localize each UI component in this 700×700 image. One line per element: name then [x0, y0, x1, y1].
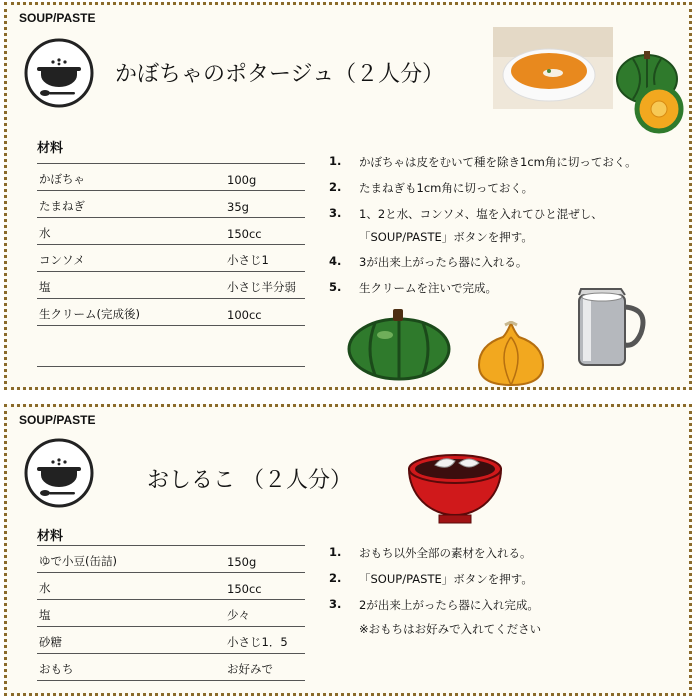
recipe-card-pumpkin-potage: [4, 2, 692, 390]
ingredient-amount: 小さじ半分弱: [227, 280, 296, 294]
ingredient-name: たまねぎ: [39, 199, 85, 213]
ingredient-amount: お好みで: [227, 662, 273, 676]
step-text: 「SOUP/PASTE」ボタンを押す。: [359, 230, 533, 244]
ingredient-row: [37, 245, 305, 272]
step-number: 2.: [329, 571, 342, 585]
ingredient-row: [37, 272, 305, 299]
ingredient-name: ゆで小豆(缶詰): [39, 554, 117, 568]
ingredient-name: 塩: [39, 608, 51, 622]
pumpkin-illustration: [607, 47, 693, 139]
category-tag: SOUP/PASTE: [19, 11, 96, 25]
ingredient-name: かぼちゃ: [39, 172, 85, 186]
pumpkin-illustration: [345, 305, 453, 383]
step-text: 生クリームを注いで完成。: [359, 281, 497, 295]
onion-illustration: [475, 321, 547, 387]
recipe-card-oshiruko: [4, 404, 692, 696]
ingredient-amount: 35g: [227, 200, 249, 214]
step-text: 3が出来上がったら器に入れる。: [359, 255, 528, 269]
ingredient-name: 塩: [39, 280, 51, 294]
ingredient-amount: 150g: [227, 555, 257, 569]
note-text: ※おもちはお好みで入れてください: [359, 622, 542, 636]
step-text: かぼちゃは皮をむいて種を除き1cm角に切っておく。: [359, 155, 637, 169]
step-number: 1.: [329, 154, 342, 168]
ingredient-row: [37, 191, 305, 218]
ingredient-amount: 少々: [227, 608, 250, 622]
step-text: 2が出来上がったら器に入れ完成。: [359, 598, 539, 612]
step-number: 3.: [329, 206, 342, 220]
recipe-title: かぼちゃのポタージュ（２人分）: [115, 62, 445, 87]
soup-pot-icon: [23, 437, 95, 509]
ingredients-heading: 材料: [37, 141, 64, 156]
step-number: 2.: [329, 180, 342, 194]
ingredient-row: [37, 573, 305, 600]
ingredient-row: [37, 627, 305, 654]
step-number: 3.: [329, 597, 342, 611]
cream-jug-illustration: [569, 285, 655, 371]
ingredient-row: [37, 299, 305, 326]
ingredient-amount: 150cc: [227, 227, 262, 241]
ingredient-amount: 100g: [227, 173, 257, 187]
ingredient-row: [37, 600, 305, 627]
ingredient-name: 水: [39, 226, 51, 240]
ingredient-amount: 小さじ1．5: [227, 635, 288, 649]
step-number: 4.: [329, 254, 342, 268]
step-text: たまねぎも1cm角に切っておく。: [359, 181, 534, 195]
ingredient-name: おもち: [39, 662, 74, 676]
ingredients-heading: 材料: [37, 529, 64, 544]
step-number: 5.: [329, 280, 342, 294]
ingredient-name: 砂糖: [39, 635, 62, 649]
ingredient-row: [37, 654, 305, 681]
ingredient-name: コンソメ: [39, 253, 85, 267]
ingredient-name: 水: [39, 581, 51, 595]
ingredient-amount: 小さじ1: [227, 253, 269, 267]
recipe-title: おしるこ （２人分）: [147, 468, 352, 493]
soup-pot-icon: [23, 37, 95, 109]
ingredient-row: [37, 164, 305, 191]
step-text: 1、2と水、コンソメ、塩を入れてひと混ぜし、: [359, 207, 603, 221]
step-text: 「SOUP/PASTE」ボタンを押す。: [359, 572, 533, 586]
pumpkin-soup-photo: [493, 27, 613, 109]
ingredient-amount: 150cc: [227, 582, 262, 596]
ingredient-amount: 100cc: [227, 308, 262, 322]
step-text: おもち以外全部の素材を入れる。: [359, 546, 532, 560]
ingredient-row: [37, 218, 305, 245]
ingredient-name: 生クリーム(完成後): [39, 307, 140, 321]
category-tag: SOUP/PASTE: [19, 413, 96, 427]
ingredient-row: [37, 546, 305, 573]
ingredient-row-empty: [37, 326, 305, 367]
oshiruko-bowl-illustration: [405, 429, 505, 527]
step-number: 1.: [329, 545, 342, 559]
